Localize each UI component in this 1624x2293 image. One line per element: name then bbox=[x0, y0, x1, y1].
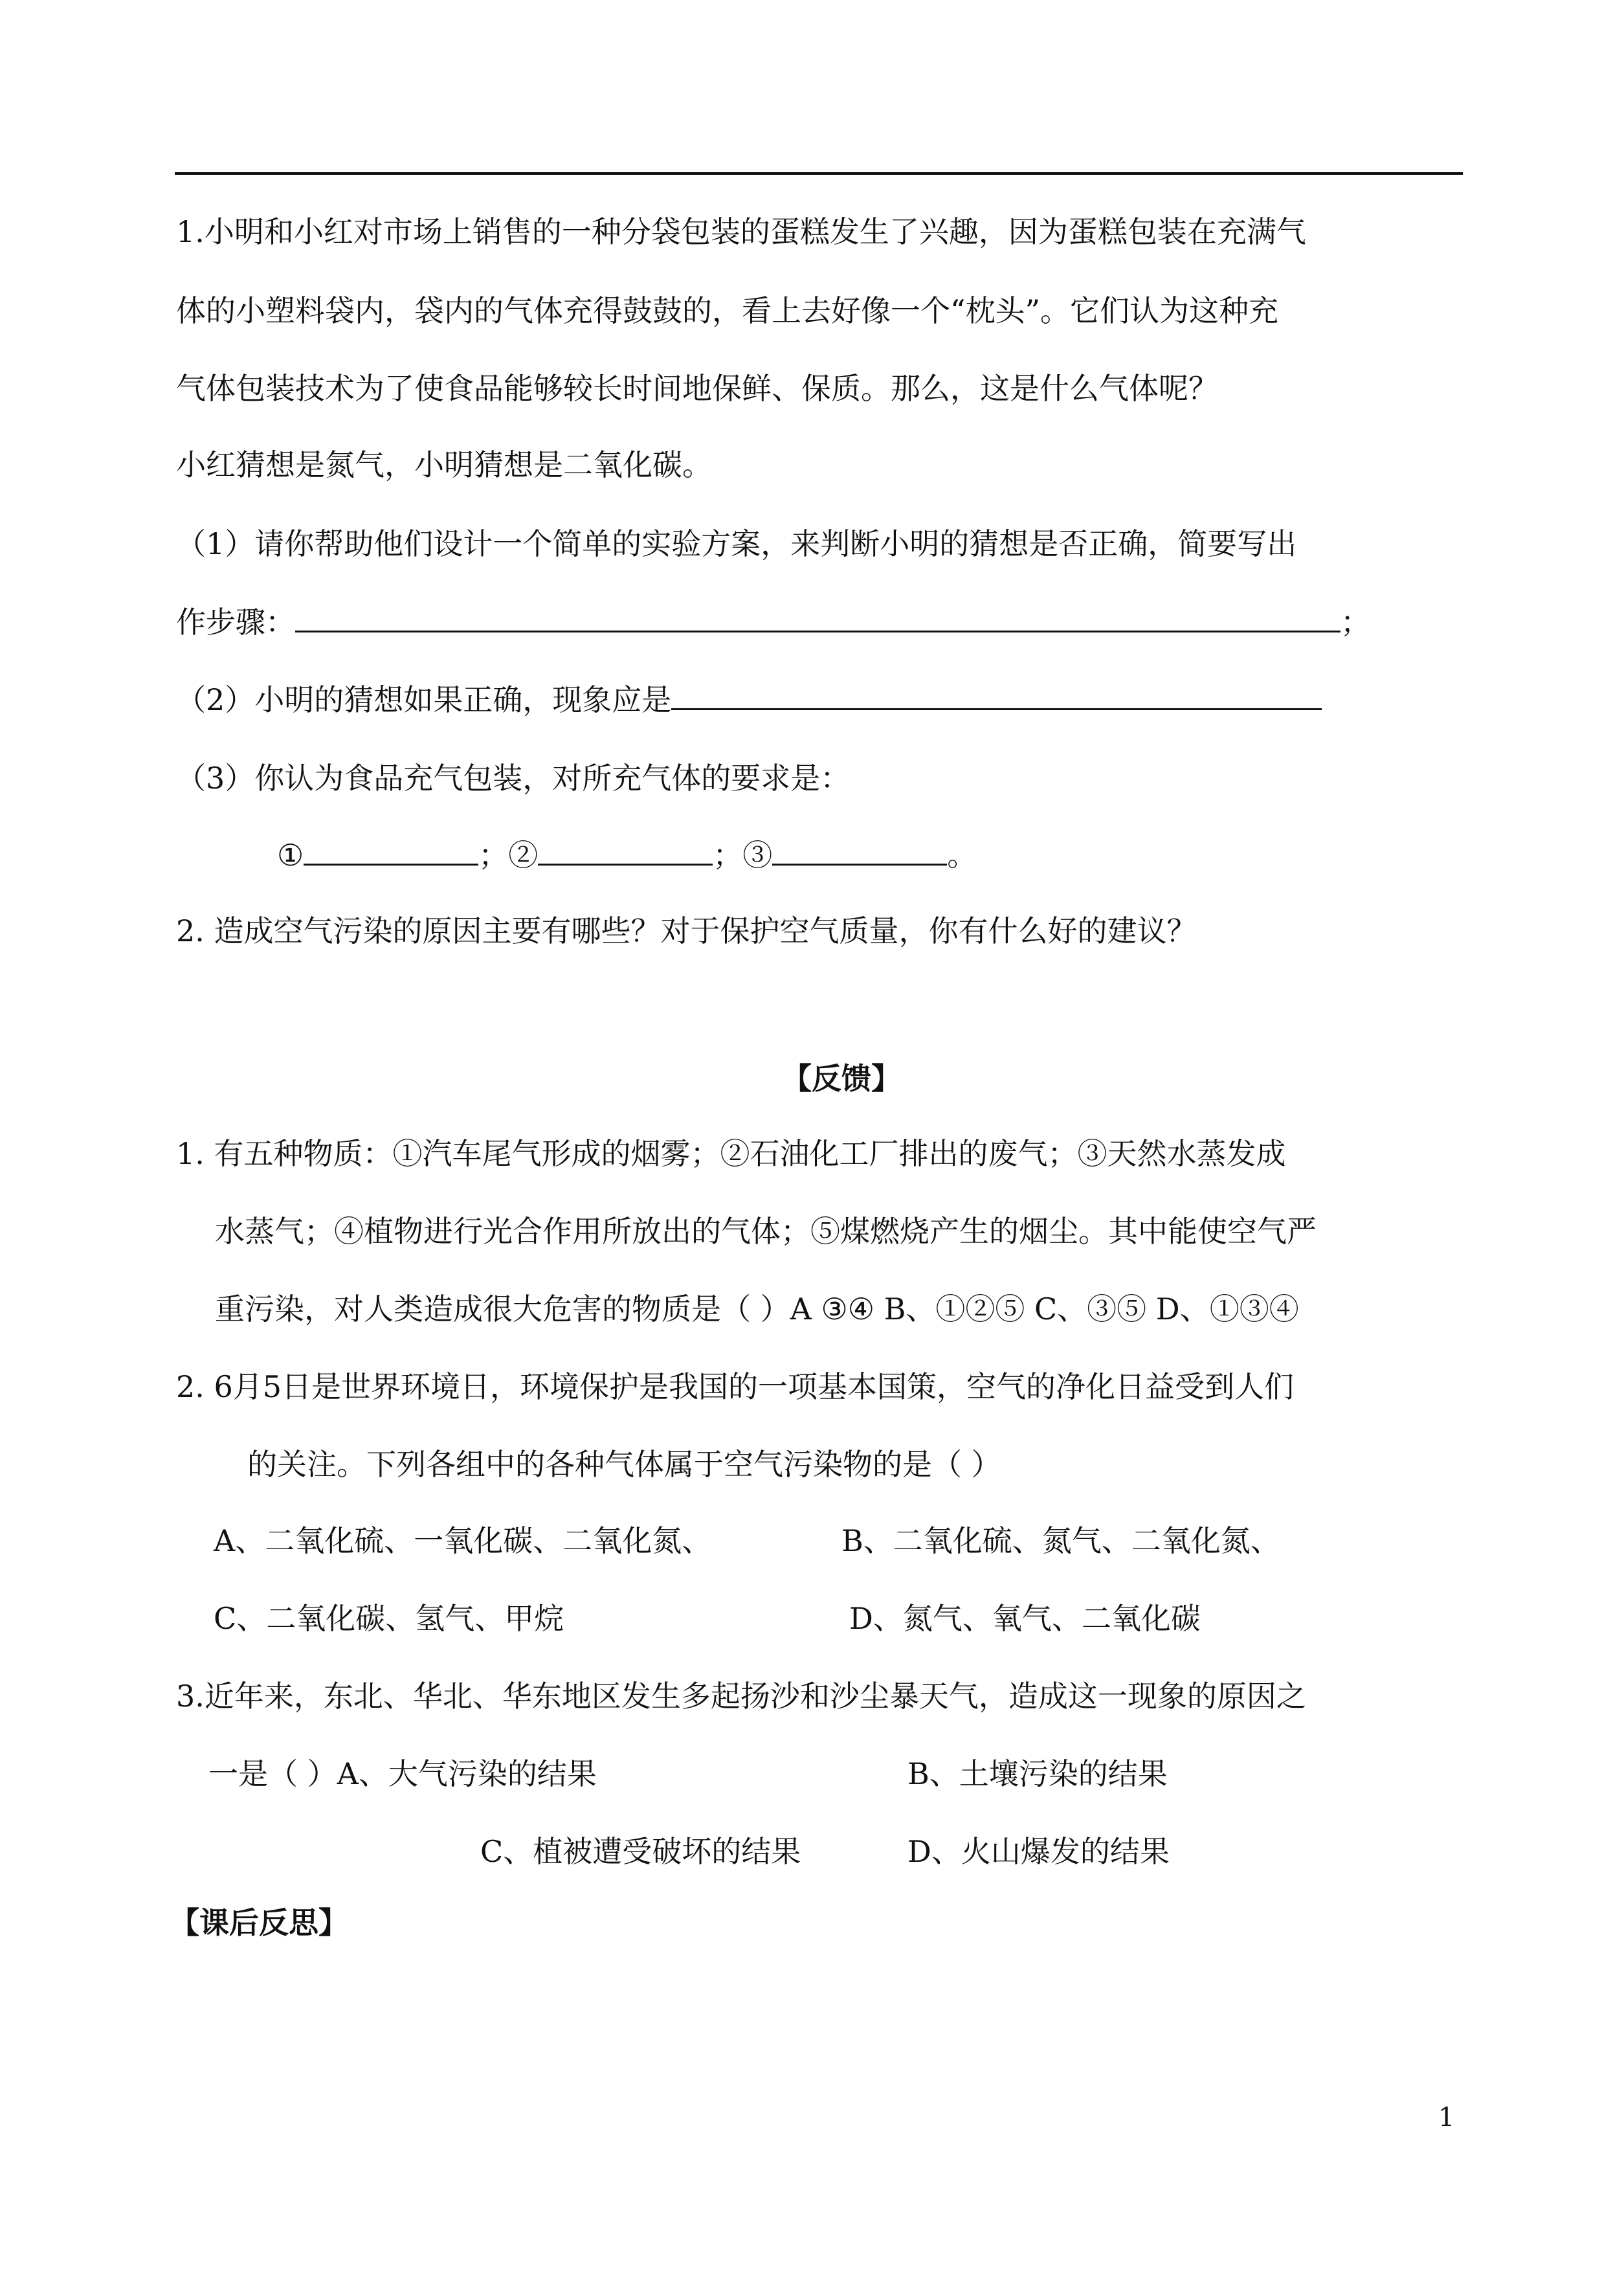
f3-line2a: 一是（ ）A、大气污染的结果 bbox=[208, 1756, 597, 1791]
answer-blank-steps[interactable] bbox=[295, 602, 1340, 632]
q1-part2 bbox=[176, 680, 1322, 719]
answer-blank-2[interactable] bbox=[538, 835, 713, 866]
q1-line3: 气体包装技术为了使食品能够较长时间地保鲜、保质。那么，这是什么气体呢？ bbox=[176, 371, 1218, 406]
q1-part2-label: （2）小明的猜想如果正确，现象应是 bbox=[176, 682, 672, 717]
q1-line2: 体的小塑料袋内，袋内的气体充得鼓鼓的，看上去好像一个“枕头”。它们认为这种充 bbox=[176, 293, 1279, 328]
f3-line1: 3.近年来，东北、华北、华东地区发生多起扬沙和沙尘暴天气，造成这一现象的原因之 bbox=[176, 1679, 1306, 1714]
f2-line1: 2. 6月5日是世界环境日，环境保护是我国的一项基本国策，空气的净化日益受到人们 bbox=[176, 1369, 1295, 1404]
f2-option-d: D、氮气、氧气、二氧化碳 bbox=[849, 1601, 1201, 1636]
q1-part3-blanks bbox=[277, 835, 977, 875]
f2-option-b: B、二氧化硫、氮气、二氧化氮、 bbox=[841, 1523, 1280, 1558]
answer-blank-3[interactable] bbox=[772, 835, 947, 866]
f3-option-c: C、植被遭受破坏的结果 bbox=[480, 1834, 801, 1869]
q2-text: 2. 造成空气污染的原因主要有哪些？对于保护空气质量，你有什么好的建议？ bbox=[176, 913, 1197, 948]
feedback-heading: 【反馈】 bbox=[782, 1061, 901, 1096]
f1-line2: 水蒸气；④植物进行光合作用所放出的气体；⑤煤燃烧产生的烟尘。其中能使空气严 bbox=[215, 1214, 1317, 1249]
q1-part1-line2 bbox=[176, 602, 1370, 642]
header-rule bbox=[175, 172, 1463, 175]
reflection-heading: 【课后反思】 bbox=[170, 1905, 348, 1940]
q1-line1: 1.小明和小红对市场上销售的一种分袋包装的蛋糕发生了兴趣，因为蛋糕包装在充满气 bbox=[176, 214, 1306, 249]
f2-line2: 的关注。下列各组中的各种气体属于空气污染物的是（ ） bbox=[247, 1447, 1001, 1482]
blank-sep-1: ；② bbox=[478, 838, 539, 873]
f1-line1: 1. 有五种物质：①汽车尾气形成的烟雾；②石油化工厂排出的废气；③天然水蒸发成 bbox=[176, 1136, 1286, 1171]
f1-line3: 重污染，对人类造成很大危害的物质是（ ）A ③④ B、①②⑤ C、③⑤ D、①③④ bbox=[215, 1292, 1299, 1326]
blank-sep-2: ；③ bbox=[713, 838, 773, 873]
page-number: 1 bbox=[1438, 2103, 1455, 2132]
q1-part3: （3）你认为食品充气包装，对所充气体的要求是： bbox=[176, 761, 851, 796]
answer-blank-1[interactable] bbox=[304, 835, 478, 866]
f2-option-c: C、二氧化碳、氢气、甲烷 bbox=[214, 1601, 564, 1636]
f3-option-d: D、火山爆发的结果 bbox=[907, 1834, 1170, 1869]
blank-label-1: ① bbox=[277, 838, 304, 873]
blank-end: 。 bbox=[947, 838, 977, 873]
q1-line4: 小红猜想是氮气，小明猜想是二氧化碳。 bbox=[176, 447, 712, 482]
q1-part1-end: ； bbox=[1340, 605, 1370, 640]
q1-part1-line1: （1）请你帮助他们设计一个简单的实验方案，来判断小明的猜想是否正确，简要写出 bbox=[176, 526, 1297, 561]
f2-option-a: A、二氧化硫、一氧化碳、二氧化氮、 bbox=[214, 1523, 712, 1558]
q1-part1-label: 作步骤： bbox=[176, 605, 295, 640]
answer-blank-phenomenon[interactable] bbox=[671, 680, 1322, 710]
f3-option-b: B、土壤污染的结果 bbox=[907, 1756, 1168, 1791]
